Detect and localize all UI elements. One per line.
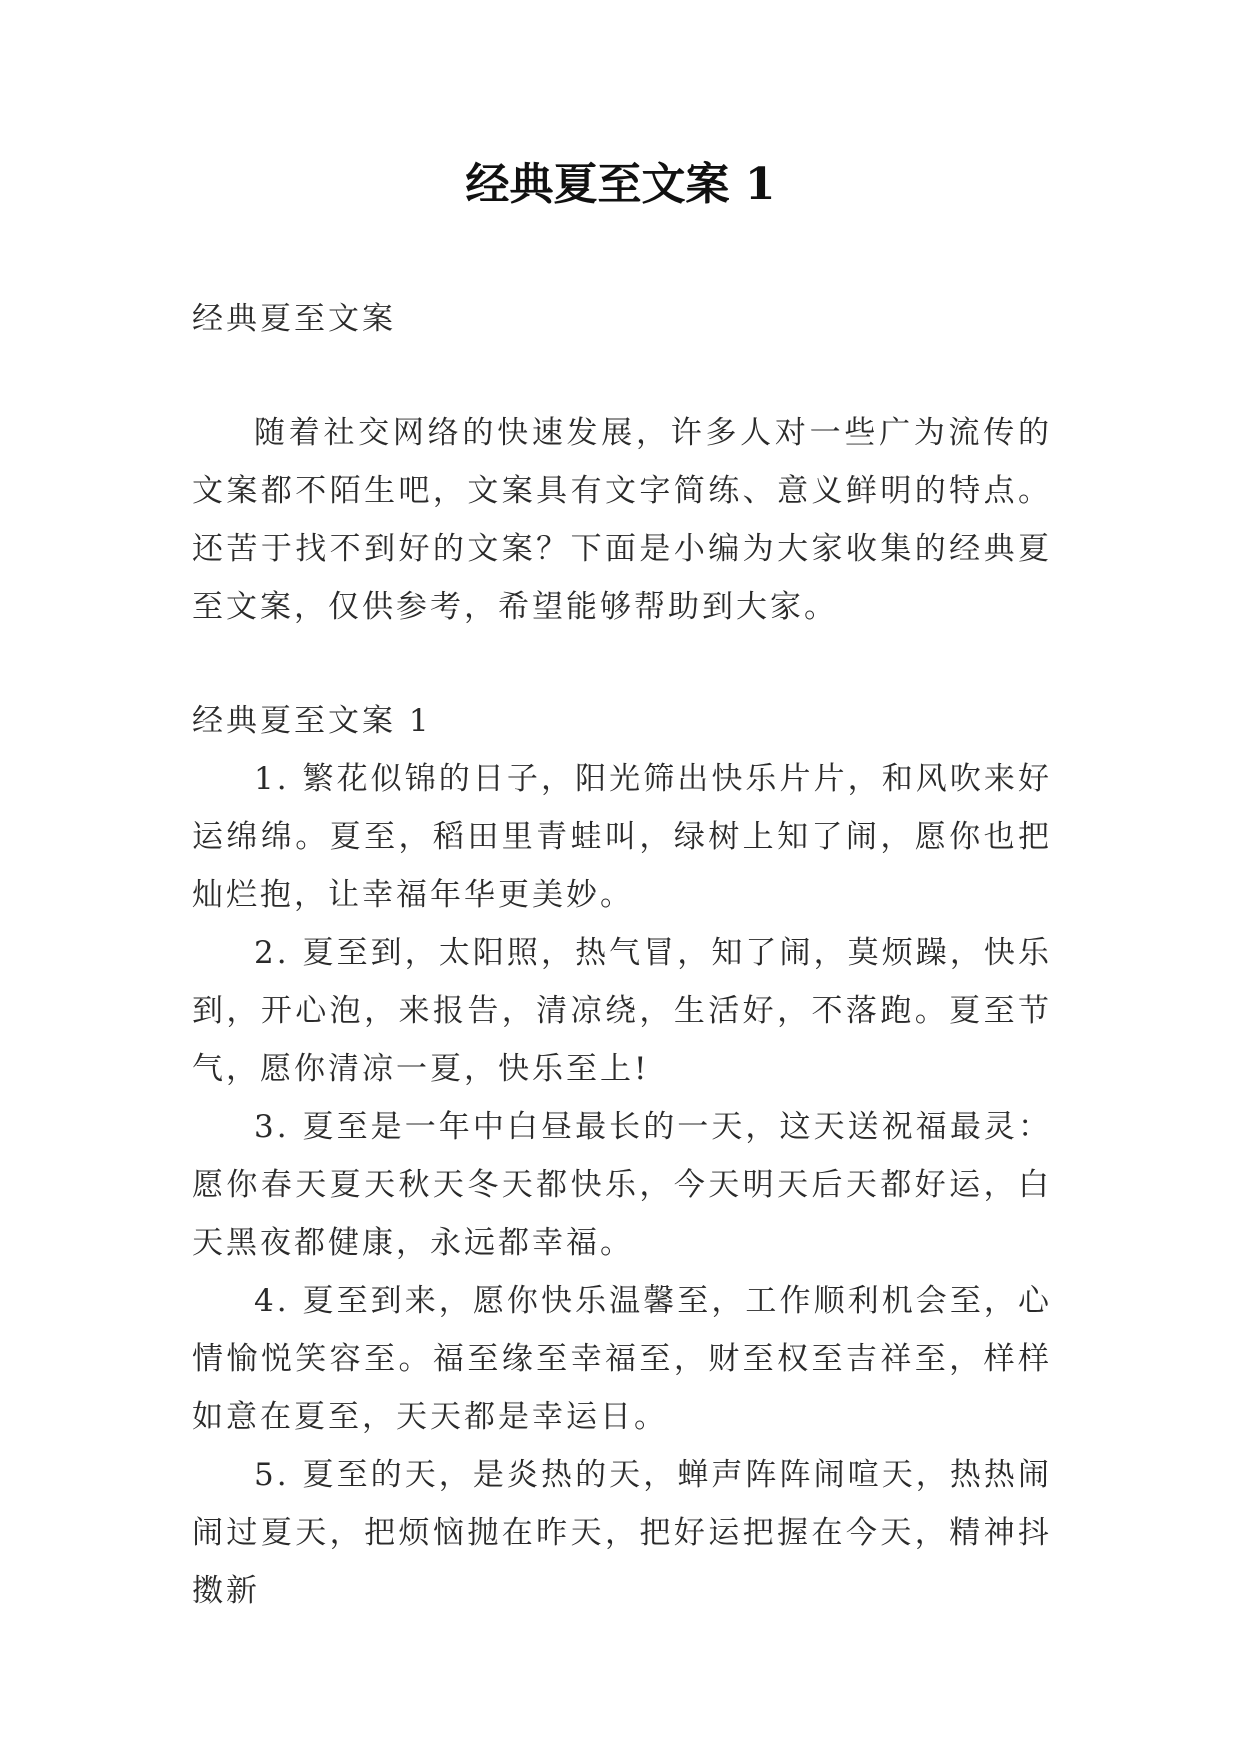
list-item: 2. 夏至到，太阳照，热气冒，知了闹，莫烦躁，快乐到，开心泡，来报告，清凉绕，生活好，不落跑。夏至节气，愿你清凉一夏，快乐至上!: [192, 935, 1052, 1087]
section-heading: 经典夏至文案 1: [192, 703, 432, 739]
document-subtitle: 经典夏至文案: [192, 301, 396, 337]
intro-paragraph: 随着社交网络的快速发展，许多人对一些广为流传的文案都不陌生吧，文案具有文字简练、意义鲜明的特点。还苦于找不到好的文案？下面是小编为大家收集的经典夏至文案，仅供参考，希望能够帮助到大家。: [192, 415, 1052, 625]
list-item: 5. 夏至的天，是炎热的天，蝉声阵阵闹喧天，热热闹闹过夏天，把烦恼抛在昨天，把好运把握在今天，精神抖擞新: [192, 1457, 1052, 1609]
document-title: 经典夏至文案 1: [465, 159, 776, 210]
document-body: [192, 290, 1052, 1620]
list-item: 3. 夏至是一年中白昼最长的一天，这天送祝福最灵：愿你春天夏天秋天冬天都快乐，今天明天后天都好运，白天黑夜都健康，永远都幸福。: [192, 1109, 1052, 1261]
list-item: 4. 夏至到来，愿你快乐温馨至，工作顺利机会至，心情愉悦笑容至。福至缘至幸福至，财至权至吉祥至，样样如意在夏至，天天都是幸运日。: [192, 1283, 1052, 1435]
list-item: 1. 繁花似锦的日子，阳光筛出快乐片片，和风吹来好运绵绵。夏至，稻田里青蛙叫，绿树上知了闹，愿你也把灿烂抱，让幸福年华更美妙。: [192, 761, 1052, 913]
